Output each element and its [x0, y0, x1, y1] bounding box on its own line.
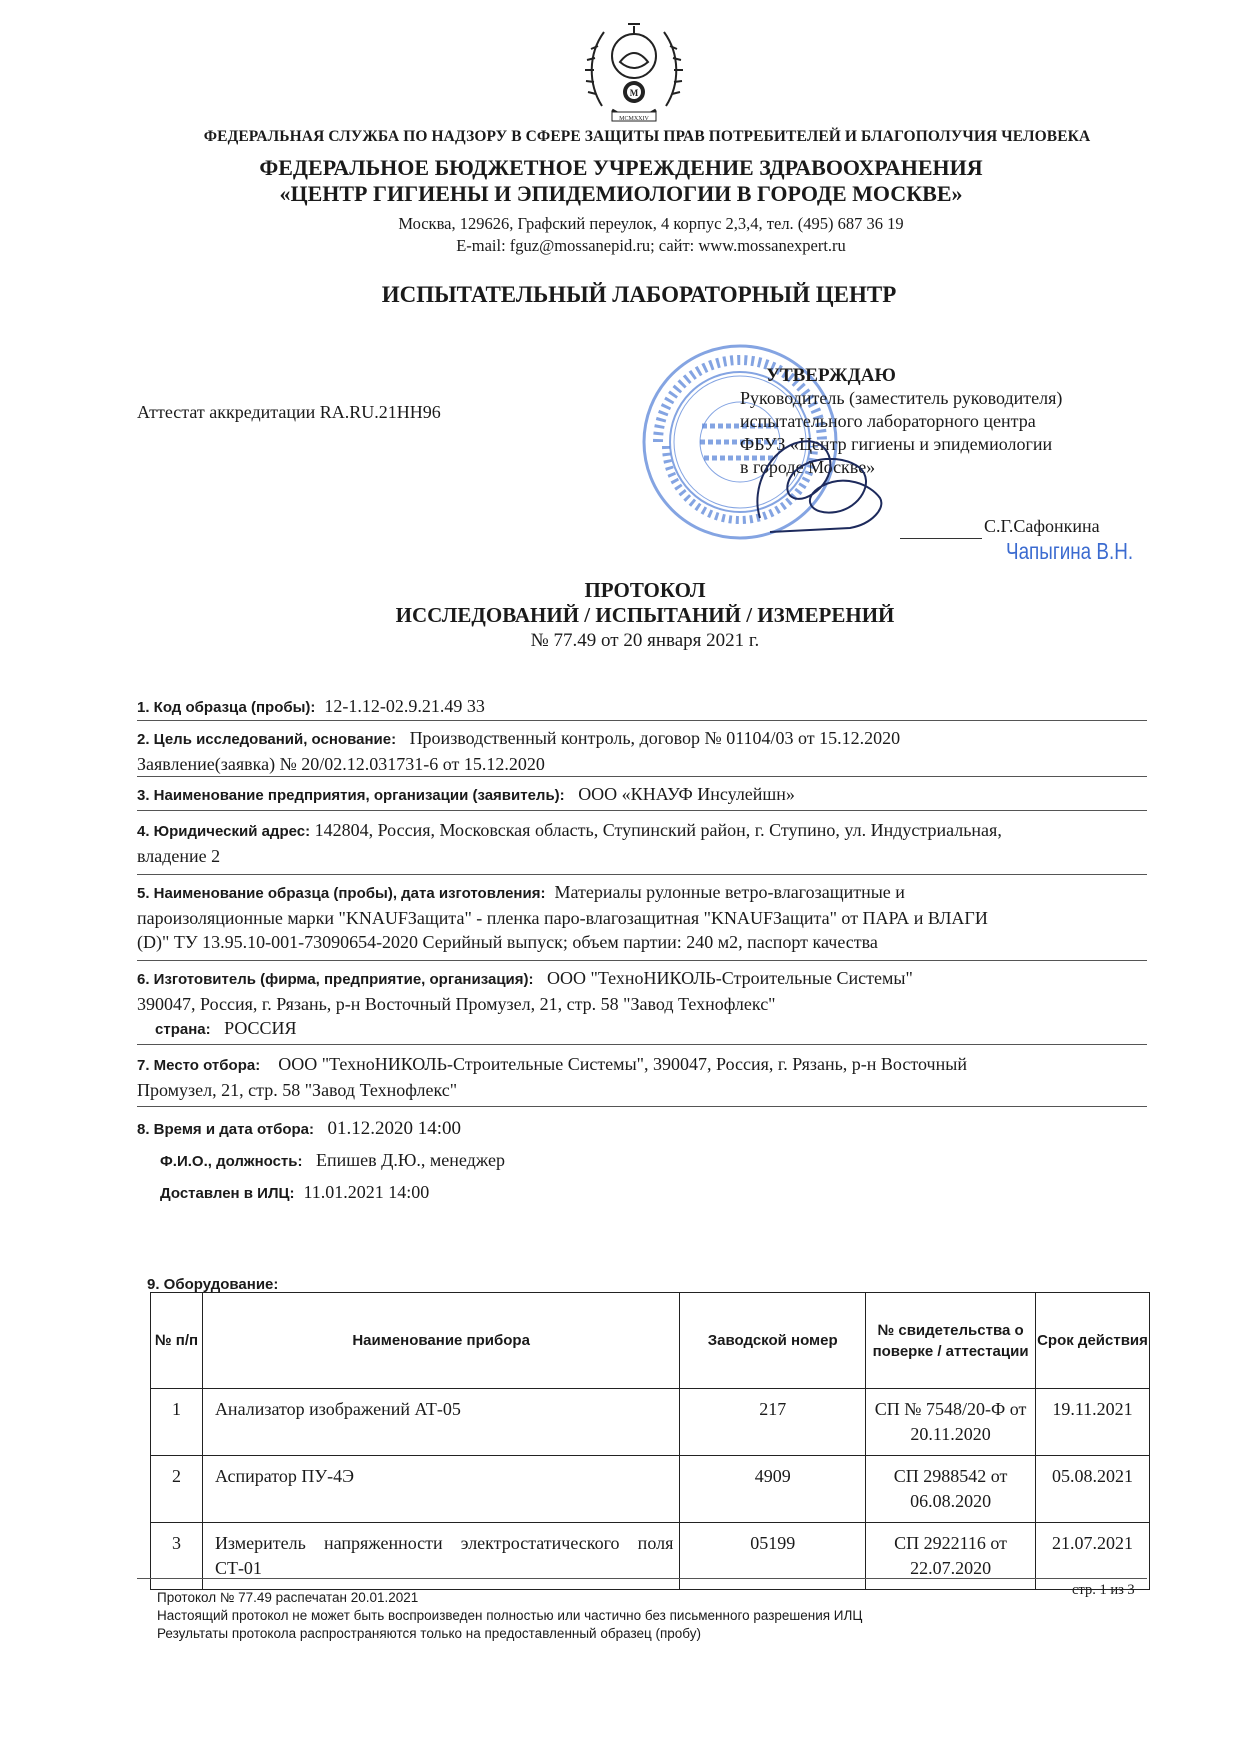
footer-printed: Протокол № 77.49 распечатан 20.01.2021: [157, 1590, 419, 1605]
signer-name: С.Г.Сафонкина: [984, 516, 1100, 536]
field-value: 11.01.2021 14:00: [303, 1182, 430, 1202]
approval-title: УТВЕРЖДАЮ: [766, 365, 896, 386]
table-row: [151, 1456, 1150, 1523]
org-name-line1: ФЕДЕРАЛЬНОЕ БЮДЖЕТНОЕ УЧРЕЖДЕНИЕ ЗДРАВООХРАНЕНИЯ: [259, 155, 983, 180]
field-label: 5. Наименование образца (пробы), дата изготовления:: [137, 885, 546, 902]
equipment-label: 9. Оборудование:: [147, 1276, 279, 1293]
separator: [137, 776, 1147, 777]
row-number: 2: [151, 1456, 203, 1523]
col-header-serial: Заводской номер: [680, 1293, 866, 1389]
row-certificate: СП № 7548/20-Ф от 20.11.2020: [866, 1389, 1036, 1456]
field-value: ООО "ТехноНИКОЛЬ-Строительные Системы": [547, 968, 913, 988]
lab-center-title: ИСПЫТАТЕЛЬНЫЙ ЛАБОРАТОРНЫЙ ЦЕНТР: [381, 282, 897, 307]
footer-notice-copy: Настоящий протокол не может быть воспроизведен полностью или частично без письменного разрешения ИЛЦ: [157, 1608, 863, 1623]
field-value: Производственный контроль, договор № 01104/03 от 15.12.2020: [409, 728, 901, 748]
row-serial: 05199: [680, 1523, 866, 1590]
field-label: Доставлен в ИЛЦ:: [160, 1185, 295, 1202]
field-value: ООО "ТехноНИКОЛЬ-Строительные Системы", 390047, Россия, г. Рязань, р-н Восточный: [278, 1054, 967, 1074]
field-label: 6. Изготовитель (фирма, предприятие, организация):: [137, 971, 534, 988]
table-header-row: [151, 1293, 1150, 1389]
row-serial: 217: [680, 1389, 866, 1456]
separator: [137, 1044, 1147, 1045]
row-certificate: СП 2922116 от 22.07.2020: [866, 1523, 1036, 1590]
row-device: Измеритель напряженности электростатического поля СТ-01: [202, 1523, 679, 1590]
row-validity: 21.07.2021: [1036, 1523, 1150, 1590]
field-value-cont: 390047, Россия, г. Рязань, р-н Восточный Промузел, 21, стр. 58 "Завод Технофлекс": [137, 994, 776, 1014]
field-sample-name: [137, 880, 1152, 954]
protocol-subtitle: ИССЛЕДОВАНИЙ / ИСПЫТАНИЙ / ИЗМЕРЕНИЙ: [395, 603, 895, 627]
page-number: стр. 1 из 3: [1072, 1582, 1135, 1598]
field-manufacturer: [137, 966, 1152, 1042]
row-number: 1: [151, 1389, 203, 1456]
field-label: 3. Наименование предприятия, организации (заявитель):: [137, 787, 565, 804]
field-delivered: [160, 1180, 1175, 1206]
footer-separator: [137, 1578, 1147, 1579]
field-sampler: [160, 1148, 1175, 1174]
table-row: [151, 1389, 1150, 1456]
field-label: 4. Юридический адрес:: [137, 823, 311, 840]
field-label: Ф.И.О., должность:: [160, 1153, 303, 1170]
row-serial: 4909: [680, 1456, 866, 1523]
approval-line1: Руководитель (заместитель руководителя): [740, 388, 1063, 408]
org-address: Москва, 129626, Графский переулок, 4 корпус 2,3,4, тел. (495) 687 36 19: [398, 214, 904, 233]
field-value: 01.12.2020 14:00: [327, 1118, 462, 1139]
handwritten-signature: [740, 428, 890, 540]
col-header-number: № п/п: [151, 1293, 203, 1389]
svg-text:M: M: [629, 88, 639, 98]
field-value-cont: пароизоляционные марки "KNAUFЗащита" - пленка паро-влагозащитная "KNAUFЗащита" от ПАРА и ВЛАГИ: [137, 908, 988, 928]
country-value: РОССИЯ: [224, 1018, 297, 1038]
field-value: 142804, Россия, Московская область, Ступинский район, г. Ступино, ул. Индустриальная,: [314, 820, 1002, 840]
field-label: 2. Цель исследований, основание:: [137, 731, 397, 748]
col-header-device: Наименование прибора: [202, 1293, 679, 1389]
field-value: Епишев Д.Ю., менеджер: [316, 1150, 505, 1170]
row-device: Аспиратор ПУ-4Э: [202, 1456, 679, 1523]
field-sampling-place: [137, 1052, 1152, 1102]
org-name-line2: «ЦЕНТР ГИГИЕНЫ И ЭПИДЕМИОЛОГИИ В ГОРОДЕ МОСКВЕ»: [279, 181, 963, 206]
approval-line2: испытательного лабораторного центра: [740, 411, 1036, 431]
field-sampling-time: [137, 1116, 1152, 1142]
row-device: Анализатор изображений АТ-05: [202, 1389, 679, 1456]
svg-text:MCMXXIV: MCMXXIV: [619, 116, 649, 122]
country-label: страна:: [155, 1021, 211, 1038]
col-header-certificate: № свидетельства о поверке / аттестации: [866, 1293, 1036, 1389]
row-validity: 05.08.2021: [1036, 1456, 1150, 1523]
agency-name: ФЕДЕРАЛЬНАЯ СЛУЖБА ПО НАДЗОРУ В СФЕРЕ ЗАЩИТЫ ПРАВ ПОТРЕБИТЕЛЕЙ И БЛАГОПОЛУЧИЯ ЧЕЛОВЕКА: [203, 128, 1091, 145]
footer-notice-scope: Результаты протокола распространяются только на предоставленный образец (пробу): [157, 1626, 701, 1641]
field-value: 12-1.12-02.9.21.49 33: [324, 696, 485, 716]
col-header-validity: Срок действия: [1036, 1293, 1150, 1389]
field-legal-address: [137, 818, 1152, 868]
approval-line3: ФБУЗ «Центр гигиены и эпидемиологии: [740, 434, 1053, 454]
protocol-title: ПРОТОКОЛ: [584, 578, 706, 602]
equipment-table: [150, 1292, 1150, 1590]
field-value: Материалы рулонные ветро-влагозащитные и: [554, 882, 905, 902]
approval-line4: в городе Москве»: [740, 457, 876, 477]
field-applicant: [137, 782, 1152, 808]
separator: [137, 720, 1147, 721]
field-value-cont: Промузел, 21, стр. 58 "Завод Технофлекс": [137, 1080, 458, 1100]
field-value: ООО «КНАУФ Инсулейшн»: [578, 784, 795, 804]
row-number: 3: [151, 1523, 203, 1590]
separator: [137, 810, 1147, 811]
separator: [137, 1106, 1147, 1107]
separator: [137, 874, 1147, 875]
field-purpose: [137, 726, 1152, 776]
field-value-cont: (D)" ТУ 13.95.10-001-73090654-2020 Серийный выпуск; объем партии: 240 м2, паспорт качества: [137, 932, 878, 952]
field-label: 8. Время и дата отбора:: [137, 1121, 315, 1138]
field-label: 1. Код образца (пробы):: [137, 699, 316, 716]
field-label: 7. Место отбора:: [137, 1057, 261, 1074]
field-sample-code: [137, 694, 1152, 720]
field-value-cont: Заявление(заявка) № 20/02.12.031731-6 от 15.12.2020: [137, 754, 545, 774]
table-row: [151, 1523, 1150, 1590]
row-certificate: СП 2988542 от 06.08.2020: [866, 1456, 1036, 1523]
row-validity: 19.11.2021: [1036, 1389, 1150, 1456]
org-contacts: E-mail: fguz@mossanepid.ru; сайт: www.mossanexpert.ru: [456, 236, 846, 255]
separator: [137, 960, 1147, 961]
accreditation: Аттестат аккредитации RA.RU.21HH96: [137, 402, 441, 422]
field-value-cont: владение 2: [137, 846, 221, 866]
emblem-logo: [582, 14, 686, 126]
signature-line: [900, 538, 982, 539]
protocol-number: № 77.49 от 20 января 2021 г.: [530, 630, 760, 651]
signer-stamp-name: Чапыгина В.Н.: [1006, 538, 1134, 564]
